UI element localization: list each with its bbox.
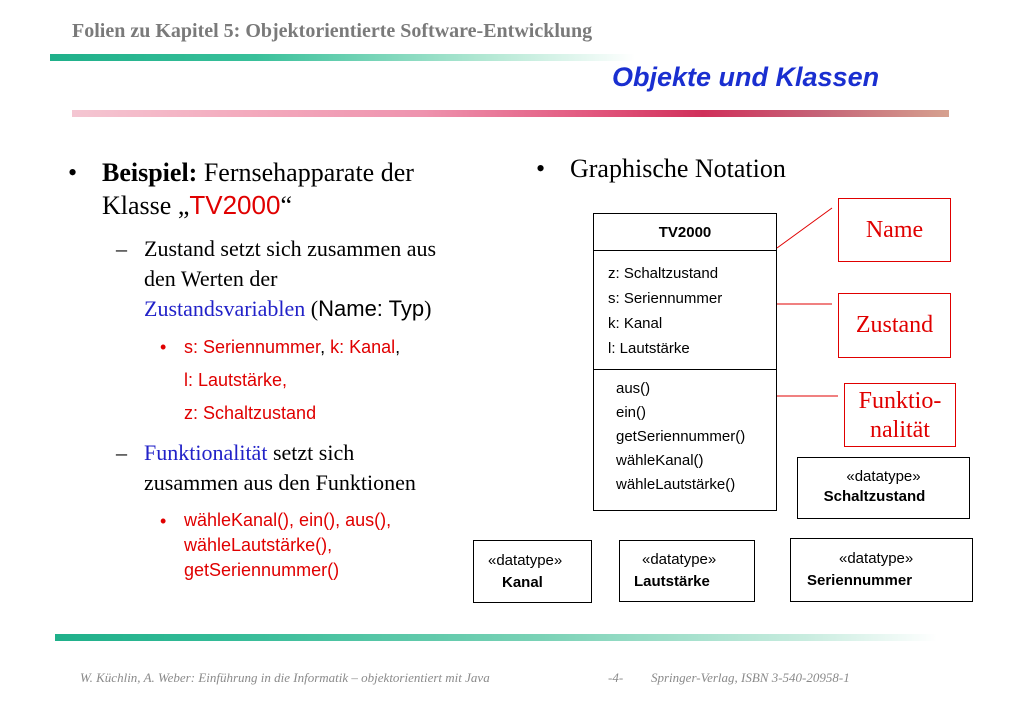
name-typ: Name: Typ xyxy=(318,296,425,321)
attr-z: z: Schaltzustand xyxy=(608,265,719,282)
header-title: Folien zu Kapitel 5: Objektorientierte Software-Entwicklung xyxy=(72,20,593,42)
subsub-dot-2: • xyxy=(160,511,167,531)
attr-k: k: Kanal xyxy=(608,315,663,332)
stereotype-seriennummer: «datatype» xyxy=(839,550,914,567)
slide-title: Objekte und Klassen xyxy=(612,62,880,92)
zustand-line2: den Werten der xyxy=(144,266,278,291)
beispiel-label: Beispiel: xyxy=(102,158,198,187)
attr-l: l: Lautstärke xyxy=(608,340,690,357)
op-ein: ein() xyxy=(616,404,647,421)
datatype-name-kanal: Kanal xyxy=(502,574,543,591)
beispiel-text: Fernsehapparate der xyxy=(203,158,414,187)
footer-page-number: -4- xyxy=(608,670,624,685)
label-name: Name xyxy=(838,198,951,262)
tv2000-class-name: TV2000 xyxy=(189,190,281,220)
footer-publisher: Springer-Verlag, ISBN 3-540-20958-1 xyxy=(651,670,850,685)
item-z: z: Schaltzustand xyxy=(184,403,317,423)
op-waehlekanal: wähleKanal() xyxy=(616,452,704,469)
funk-line2: zusammen aus den Funktionen xyxy=(144,470,416,495)
item-s: s: Seriennummer xyxy=(184,337,321,357)
item-k: k: Kanal xyxy=(330,337,396,357)
quote-close: “ xyxy=(280,191,292,220)
funk-line1-rest: setzt sich xyxy=(267,440,355,465)
datatype-lautstaerke xyxy=(619,540,755,602)
graphische-notation: Graphische Notation xyxy=(570,154,786,183)
label-funktionalitaet xyxy=(844,383,956,447)
funk-items-line3: getSeriennummer() xyxy=(184,560,340,580)
footer-bar xyxy=(55,634,937,641)
subsub-dot-1: • xyxy=(160,337,167,357)
label-funk-line1: Funktio- xyxy=(858,388,942,414)
dash-2: – xyxy=(116,440,127,465)
datatype-name-lautstaerke: Lautstärke xyxy=(634,573,710,590)
datatype-seriennummer xyxy=(790,538,973,602)
funk-items-line2: wähleLautstärke(), xyxy=(184,535,333,555)
klasse-text: Klasse „ xyxy=(102,191,190,220)
paren-close: ) xyxy=(424,296,432,321)
zustand-line1: Zustand setzt sich zusammen aus xyxy=(144,236,437,261)
op-aus: aus() xyxy=(616,380,651,397)
attr-s: s: Seriennummer xyxy=(608,290,723,307)
op-getseriennummer: getSeriennummer() xyxy=(616,428,746,445)
footer-authors: W. Küchlin, A. Weber: Einführung in die Informatik – objektorientiert mit Java xyxy=(80,670,490,685)
zustandsvariablen-term: Zustandsvariablen xyxy=(144,296,306,321)
connector-name xyxy=(777,208,832,248)
bullet-dot-right: • xyxy=(536,154,546,183)
bullet-dot: • xyxy=(68,158,78,187)
label-zustand: Zustand xyxy=(838,293,951,358)
datatype-schaltzustand xyxy=(797,457,970,519)
funk-items-line1: wähleKanal(), ein(), aus(), xyxy=(184,510,392,530)
op-waehlelautstaerke: wähleLautstärke() xyxy=(616,476,736,493)
comma-1: , xyxy=(320,337,331,357)
uml-class-name: TV2000 xyxy=(594,214,776,251)
stereotype-lautstaerke: «datatype» xyxy=(642,551,717,568)
label-funk-line2: nalität xyxy=(870,417,930,443)
paren-open: ( xyxy=(305,296,319,321)
datatype-name-schaltzustand: Schaltzustand xyxy=(823,488,926,505)
stereotype-kanal: «datatype» xyxy=(488,552,563,569)
dash-1: – xyxy=(116,236,127,261)
item-l: l: Lautstärke, xyxy=(184,370,288,390)
datatype-name-seriennummer: Seriennummer xyxy=(807,572,913,589)
funktionalitaet-term: Funktionalität xyxy=(144,440,268,465)
datatype-kanal xyxy=(473,540,592,603)
comma-2: , xyxy=(395,337,401,357)
stereotype-schaltzustand: «datatype» xyxy=(846,468,921,485)
